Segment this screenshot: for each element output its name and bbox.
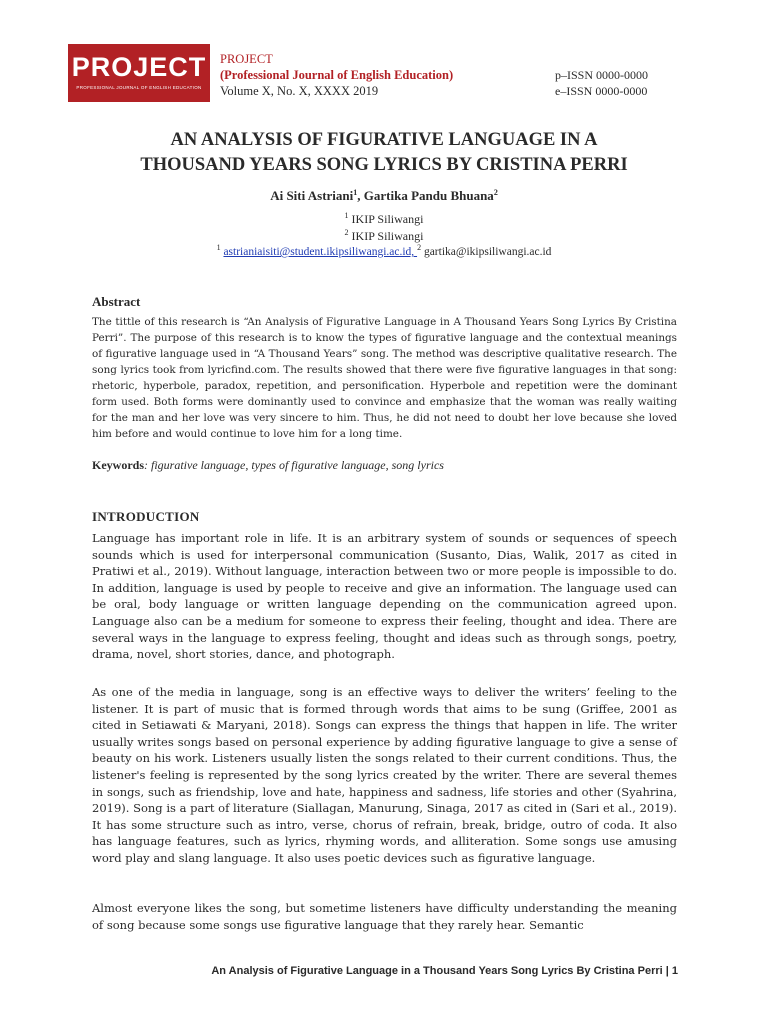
issn-block [555, 67, 648, 99]
email-2-sup: 2 [417, 243, 422, 252]
email-2: gartika@ikipsiliwangi.ac.id [423, 246, 552, 258]
logo-subtitle: PROFESSIONAL JOURNAL OF ENGLISH EDUCATION [76, 85, 202, 90]
abstract-body: The tittle of this research is “An Analysis of Figurative Language in A Thousand Years Song Lyrics By Cristina Perri”. The purpose of this research is to know the types of figurative language and the contextual meanings of figurative language used in “A Thousand Years” song. The method was descriptive qualitative research. The song lyrics took from lyricfind.com. The results showed that there were five figurative languages in that song: rhetoric, hyperbole, paradox, repetition, and personification. Hyperbole and repetition were the dominant form used. Both forms were dominantly used to convince and emphasize that the woman was really waiting for the man and her love was very sincere to him. Thus, he did not need to doubt her love because she loved him before and would continue to love him for a long time. [92, 316, 677, 440]
email-1-link[interactable]: astrianiaisiti@student.ikipsiliwangi.ac.id, [223, 246, 418, 258]
intro-paragraph-1: Language has important role in life. It is an arbitrary system of sounds or sequences of speech sounds which is used for interpersonal communication (Susanto, Dias, Walik, 2017 as cited in Pratiwi et al., 2019). Without language, interaction between two or more people is impossible to do. In addition, language is used by people to receive and give an information. The language used can be oral, body language or written language depending on the communication agreed upon. Language also can be a medium for someone to express their feeling, thought and idea. There are several ways in the language to express feeling, thought and ideas such as through songs, poetry, drama, novel, short stories, dance, and photograph. [92, 531, 677, 662]
journal-logo [68, 44, 210, 102]
email-1-sup: 1 [216, 243, 221, 252]
introduction-heading: INTRODUCTION [92, 509, 200, 524]
affiliation-1-sup: 1 [344, 211, 349, 220]
author-emails [60, 243, 708, 258]
affiliation-2-sup: 2 [344, 228, 349, 237]
journal-header [68, 44, 708, 102]
keywords-text: : figurative language, types of figurative language, song lyrics [144, 458, 444, 472]
intro-paragraph-3: Almost everyone likes the song, but sometime listeners have difficulty understanding the meaning of song because some songs use figurative language that they rarely hear. Semantic [92, 901, 677, 932]
logo-wordmark: PROJECT [71, 52, 207, 82]
author-1: Ai Siti Astriani [270, 188, 354, 203]
affiliation-1 [60, 212, 708, 227]
author-separator: , [357, 188, 364, 203]
paper-title [60, 128, 708, 178]
authors [60, 188, 708, 204]
e-issn: e–ISSN 0000-0000 [555, 84, 648, 98]
abstract-heading: Abstract [92, 294, 141, 309]
intro-paragraph-2: As one of the media in language, song is an effective ways to deliver the writers’ feeling to the listener. It is part of music that is formed through words that aims to be sung (Griffee, 2001 as cited in Setiawati & Maryani, 2018). Songs can express the things that happen in life. The writer usually writes songs based on personal experience by adding figurative language to give a sense of beauty on his work. Listeners usually listen the songs related to their current conditions. Thus, the listener's feeling is represented by the song lyrics created by the writer. There are several themes in songs, such as friendship, love and hate, happiness and sadness, life stories and other (Syahrina, 2019). Song is a part of literature (Siallagan, Manurung, Sinaga, 2017 as cited in (Sari et al., 2019). It has some structure such as intro, verse, chorus of refrain, break, bridge, outro of coda. It also has language features, such as lyrics, rhyming words, and alliteration. Some songs use amusing word play and slang language. It also uses poetic devices such as figurative language. [92, 685, 677, 865]
keywords [92, 458, 444, 473]
author-2-sup: 2 [493, 188, 498, 197]
journal-info [220, 51, 453, 99]
keywords-label: Keywords [92, 458, 144, 472]
page-footer: An Analysis of Figurative Language in a Thousand Years Song Lyrics By Cristina Perri | 1 [211, 965, 678, 977]
journal-name: PROJECT [220, 52, 273, 66]
paper-title-line1: AN ANALYSIS OF FIGURATIVE LANGUAGE IN A [170, 130, 598, 150]
paper-title-line2: THOUSAND YEARS SONG LYRICS BY CRISTINA PERRI [140, 155, 628, 175]
affiliation-1-text: IKIP Siliwangi [351, 212, 424, 226]
journal-volume: Volume X, No. X, XXXX 2019 [220, 84, 379, 98]
journal-full-name: (Professional Journal of English Education) [220, 68, 454, 82]
p-issn: p–ISSN 0000-0000 [555, 68, 649, 82]
author-2: Gartika Pandu Bhuana [363, 188, 494, 203]
author-1-sup: 1 [353, 188, 358, 197]
affiliation-2-text: IKIP Siliwangi [351, 229, 424, 243]
affiliation-2 [60, 229, 708, 244]
